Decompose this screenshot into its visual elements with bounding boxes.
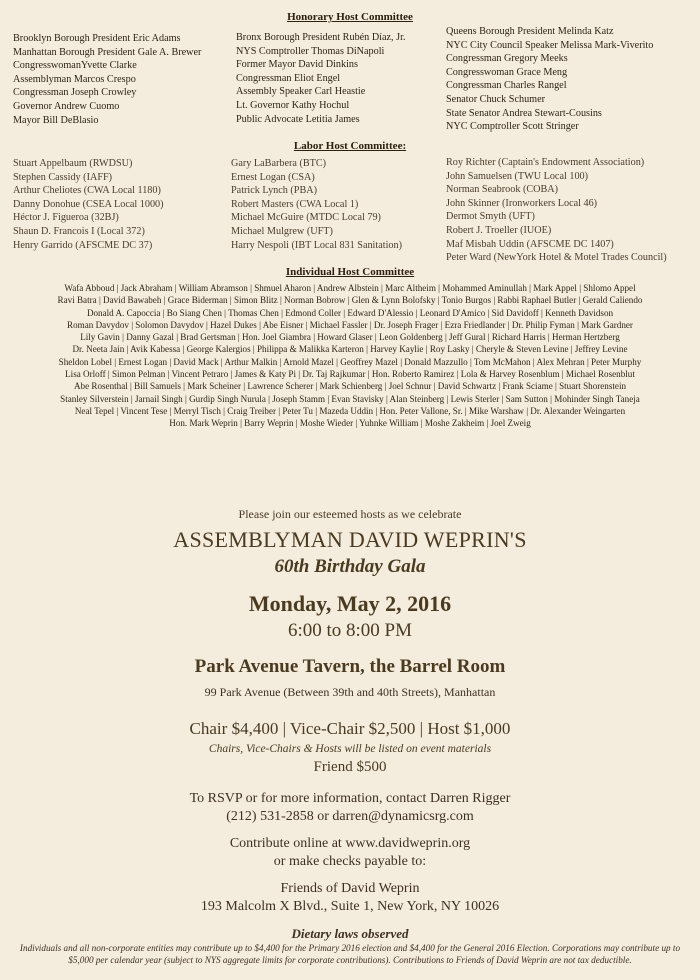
list-item: Congressman Charles Rangel bbox=[446, 80, 567, 92]
list-item: Stephen Cassidy (IAFF) bbox=[13, 171, 113, 183]
list-item: Assembly Speaker Carl Heastie bbox=[236, 86, 366, 98]
list-item: Sheldon Lobel | Ernest Logan | David Mack | Arthur Malkin | Arnold Mazel | Geoffrey Mazel | Donald Mazzullo | Tom McMahon | Alex Mehran | Peter Murphy bbox=[58, 356, 642, 367]
list-item: Robert J. Troeller (IUOE) bbox=[446, 224, 552, 236]
rsvp-text: To RSVP or for more information, contact Darren Rigger bbox=[189, 791, 511, 806]
labor-col-3 bbox=[446, 156, 667, 265]
list-item: State Senator Andrea Stewart-Cousins bbox=[446, 107, 602, 119]
event-venue: Park Avenue Tavern, the Barrel Room bbox=[194, 656, 506, 677]
list-item: Henry Garrido (AFSCME DC 37) bbox=[13, 239, 153, 251]
labor-col-1 bbox=[13, 157, 164, 252]
list-item: Congressman Gregory Meeks bbox=[446, 53, 568, 65]
list-item: Héctor J. Figueroa (32BJ) bbox=[13, 212, 119, 224]
mailing-address: 193 Malcolm X Blvd., Suite 1, New York, NY 10026 bbox=[200, 899, 500, 914]
list-item: Wafa Abboud | Jack Abraham | William Abramson | Shmuel Aharon | Andrew Albstein | Marc Altheim | Mohammed Aminullah | Mark Appel | Shlomo Appel bbox=[64, 283, 636, 293]
venue-address: 99 Park Avenue (Between 39th and 40th Streets), Manhattan bbox=[204, 685, 496, 699]
list-item: Former Mayor David Dinkins bbox=[236, 59, 358, 71]
list-item: Hon. Mark Weprin | Barry Weprin | Moshe Wieder | Yuhnke William | Moshe Zakheim | Joel Zweig bbox=[169, 418, 531, 429]
list-item: Governor Andrew Cuomo bbox=[13, 100, 120, 112]
list-item: Michael McGuire (MTDC Local 79) bbox=[231, 212, 381, 224]
list-item: Dermot Smyth (UFT) bbox=[446, 211, 535, 223]
list-item: Mayor Bill DeBlasio bbox=[13, 114, 99, 126]
sponsorship-levels: Chair $4,400 | Vice-Chair $2,500 | Host $1,000 bbox=[189, 719, 511, 738]
list-item: Michael Mulgrew (UFT) bbox=[231, 225, 333, 237]
list-item: Ernest Logan (CSA) bbox=[231, 171, 315, 183]
list-item: Gary LaBarbera (BTC) bbox=[231, 158, 327, 169]
honoree-title: ASSEMBLYMAN DAVID WEPRIN'S bbox=[173, 527, 527, 552]
honorary-col-3 bbox=[446, 25, 653, 134]
labor-col-2 bbox=[231, 157, 402, 252]
list-item: Brooklyn Borough President Eric Adams bbox=[13, 33, 181, 44]
list-item: John Skinner (Ironworkers Local 46) bbox=[446, 197, 598, 209]
list-item: Norman Seabrook (COBA) bbox=[446, 184, 559, 196]
labor-title: Labor Host Committee: bbox=[293, 140, 407, 152]
event-time: 6:00 to 8:00 PM bbox=[287, 620, 413, 641]
list-item: Lt. Governor Kathy Hochul bbox=[236, 99, 350, 111]
intro-text: Please join our esteemed hosts as we celebrate bbox=[238, 507, 462, 521]
list-item: Lisa Orloff | Simon Pelman | Vincent Petraro | James & Katy Pi | Dr. Taj Rajkumar | Hon. Roberto Ramirez | Lola & Harvey Rosenblum | Michael Rosenblut bbox=[65, 369, 635, 380]
list-item: Congresswoman Grace Meng bbox=[446, 66, 568, 78]
list-item: Congressman Joseph Crowley bbox=[13, 87, 137, 99]
list-item: Ravi Batra | David Bawabeh | Grace Biderman | Simon Blitz | Norman Bobrow | Glen & Lynn Bolofsky | Tonio Burgos | Rabbi Raphael Butler | Gerald Caliendo bbox=[57, 295, 643, 306]
list-item: Stuart Appelbaum (RWDSU) bbox=[13, 158, 133, 169]
list-item: Roy Richter (Captain's Endowment Association) bbox=[446, 157, 645, 168]
list-item: Bronx Borough President Rubén Díaz, Jr. bbox=[236, 32, 406, 43]
honorary-title: Honorary Host Committee bbox=[287, 11, 413, 23]
list-item: Public Advocate Letitia James bbox=[236, 113, 360, 125]
list-item: Patrick Lynch (PBA) bbox=[231, 185, 318, 197]
list-item: Queens Borough President Melinda Katz bbox=[446, 26, 614, 37]
list-item: Roman Davydov | Solomon Davydov | Hazel Dukes | Abe Eisner | Michael Fassler | Dr. Joseph Frager | Ezra Friedlander | Dr. Philip Fyman | Mark Gardner bbox=[67, 319, 633, 330]
list-item: Robert Masters (CWA Local 1) bbox=[231, 198, 359, 210]
contact-info: (212) 531-2858 or darren@dynamicsrg.com bbox=[226, 809, 474, 824]
contribute-online: Contribute online at www.davidweprin.org bbox=[229, 836, 471, 851]
list-item: Danny Donohue (CSEA Local 1000) bbox=[13, 198, 164, 210]
list-item: Peter Ward (NewYork Hotel & Motel Trades Council) bbox=[446, 252, 667, 264]
list-item: Abe Rosenthal | Bill Samuels | Mark Scheiner | Lawrence Scherer | Mark Schienberg | Joel Schnur | David Schwartz | Frank Sciame | Stuart Shorenstein bbox=[73, 381, 627, 392]
list-item: Stanley Silverstein | Jarnail Singh | Gurdip Singh Nurula | Joseph Stamm | Evan Stavisky | Alan Steinberg | Lewis Sterler | Sam Sutton | Mohinder Singh Taneja bbox=[60, 393, 640, 404]
checks-text: or make checks payable to: bbox=[273, 854, 427, 869]
individual-title: Individual Host Committee bbox=[285, 266, 415, 278]
contribution-disclaimer: Individuals and all non-corporate entities may contribute up to $4,400 for the Primary 2016 election and $4,400 for the General 2016 Election. Corporations may contribute up to $5,000 per calendar year (subject to NYS aggregate limits for corporate contributions). Contributions to Friends of David Weprin are not tax deductible. bbox=[19, 943, 681, 966]
payee-name: Friends of David Weprin bbox=[280, 881, 420, 896]
list-item: Arthur Cheliotes (CWA Local 1180) bbox=[13, 185, 161, 197]
list-item: NYC Comptroller Scott Stringer bbox=[446, 121, 579, 133]
list-item: John Samuelsen (TWU Local 100) bbox=[446, 170, 589, 182]
gala-title: 60th Birthday Gala bbox=[274, 556, 426, 577]
list-item: Neal Tepel | Vincent Tese | Merryl Tisch | Craig Treiber | Peter Tu | Mazeda Uddin | Hon. Peter Vallone, Sr. | Mike Warshaw | Dr. Alexander Weingarten bbox=[74, 405, 626, 416]
list-item: Congressman Eliot Engel bbox=[236, 72, 341, 84]
friend-level: Friend $500 bbox=[313, 759, 387, 775]
list-item: Lily Gavin | Danny Gazal | Brad Gertsman | Hon. Joel Giambra | Howard Glaser | Leon Goldenberg | Jeff Gural | Richard Harris | Herman Hertzberg bbox=[80, 332, 620, 343]
list-item: NYS Comptroller Thomas DiNapoli bbox=[236, 45, 385, 57]
list-item: Maf Misbah Uddin (AFSCME DC 1407) bbox=[446, 238, 614, 250]
dietary-laws: Dietary laws observed bbox=[291, 926, 409, 941]
individual-list bbox=[8, 282, 692, 430]
event-date: Monday, May 2, 2016 bbox=[248, 591, 452, 616]
list-item: Assemblyman Marcos Crespo bbox=[13, 73, 136, 85]
sponsorship-note: Chairs, Vice-Chairs & Hosts will be listed on event materials bbox=[208, 743, 492, 755]
list-item: Dr. Neeta Jain | Avik Kabessa | George Kalergios | Philippa & Malikka Karteron | Harvey Kaylie | Roy Lasky | Cheryle & Steven Levine | Jeffrey Levine bbox=[72, 344, 628, 355]
honorary-col-2 bbox=[236, 31, 406, 126]
list-item: CongresswomanYvette Clarke bbox=[13, 60, 137, 72]
list-item: NYC City Council Speaker Melissa Mark-Viverito bbox=[446, 39, 654, 51]
list-item: Manhattan Borough President Gale A. Brewer bbox=[13, 46, 202, 58]
list-item: Senator Chuck Schumer bbox=[446, 93, 546, 105]
list-item: Shaun D. Francois I (Local 372) bbox=[13, 225, 145, 237]
list-item: Donald A. Capoccia | Bo Siang Chen | Thomas Chen | Edmond Coller | Edward D'Alessio | Leonard D'Amico | Sid Davidoff | Kenneth Davidson bbox=[86, 307, 614, 318]
list-item: Harry Nespoli (IBT Local 831 Sanitation) bbox=[231, 239, 402, 251]
honorary-col-1 bbox=[13, 32, 201, 127]
